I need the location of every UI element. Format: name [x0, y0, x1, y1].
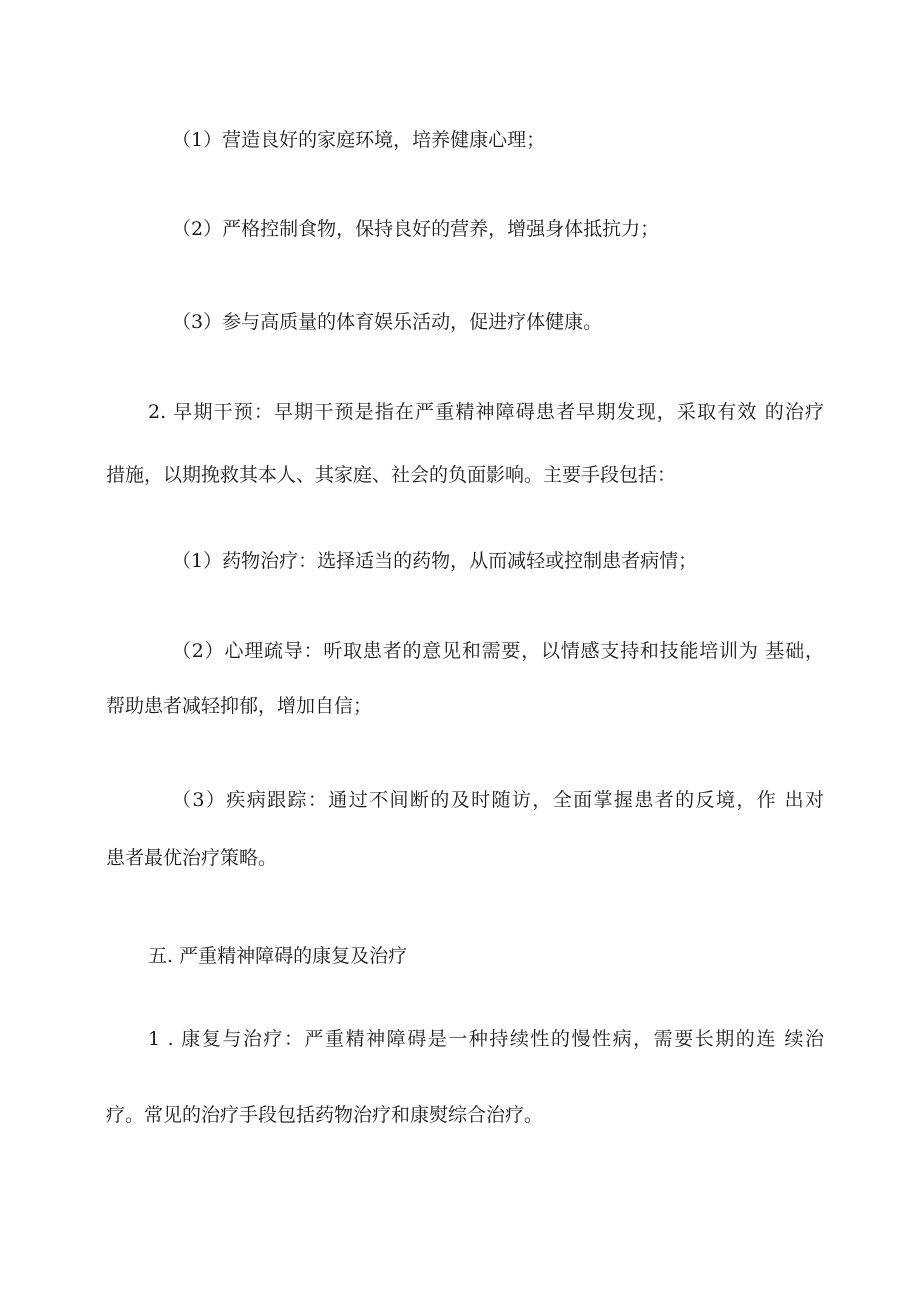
section-five-heading: 五. 严重精神障碍的康复及治疗 [148, 945, 408, 967]
early-intervention-item-2-line-2: 帮助患者减轻抑郁，增加自信； [106, 695, 373, 717]
primary-prevention-item-1: （1）营造良好的家庭环境，培养健康心理； [172, 129, 546, 151]
early-intervention-description-line: 措施，以期挽救其本人、其家庭、社会的负面影响。主要手段包括： [106, 464, 677, 486]
section-five-paragraph-line-2: 疗。常见的治疗手段包括药物治疗和康熨综合治疗。 [106, 1104, 544, 1126]
early-intervention-item-1: （1）药物治疗：选择适当的药物，从而减轻或控制患者病情； [172, 550, 698, 572]
early-intervention-heading-line: 2. 早期干预：早期干预是指在严重精神障碍患者早期发现，采取有效 的治疗 [148, 401, 824, 423]
early-intervention-item-2-line-1: （2）心理疏导：听取患者的意见和需要，以情感支持和技能培训为 基础， [172, 640, 824, 662]
primary-prevention-item-3: （3）参与高质量的体育娱乐活动，促进疗体健康。 [172, 311, 603, 333]
section-five-paragraph-line-1: 1 . 康复与治疗：严重精神障碍是一种持续性的慢性病，需要长期的连 续治 [148, 1028, 824, 1050]
early-intervention-item-3-line-2: 患者最优治疗策略。 [106, 847, 278, 869]
early-intervention-item-3-line-1: （3）疾病跟踪：通过不间断的及时随访，全面掌握患者的反境，作 出对 [172, 789, 824, 811]
primary-prevention-item-2: （2）严格控制食物，保持良好的营养，增强身体抵抗力； [172, 218, 660, 240]
